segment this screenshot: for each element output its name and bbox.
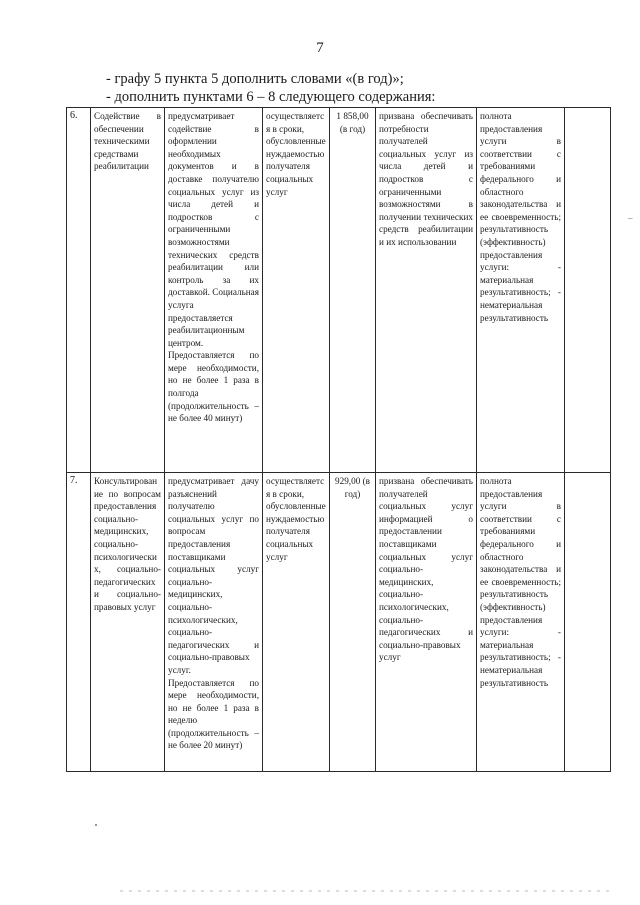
services-table [66,107,611,772]
page-number: 7 [316,40,324,56]
service-price: 929,00 (в год) [330,473,376,772]
service-extra [565,108,611,473]
scan-speck [95,824,97,826]
service-description: предусматривает дачу разъяснений получателю социальных услуг по вопросам предоставления поставщиками социальных услуг социально-медицинских, социально-психологических, социально-педагогических и социально-правовых услуг. Предоставляется по мере необходимости, но не более 1 раза в неделю (продолжительность – не более 20 минут) [165,473,263,772]
service-description: предусматривает содействие в оформлении необходимых документов и в доставке получателю социальных услуг из числа детей и подростков с ограниченными возможностями технических средств реабилитации или контроль за их доставкой. Социальная услуга предоставляется реабилитационным центром. Предоставляется по мере необходимости, но не более 1 раза в полгода (продолжительность – не более 40 минут) [165,108,263,473]
service-indicators: полнота предоставления услуги в соответствии с требованиями федерального и областного законодательства и ее своевременность; результативность (эффективность) предоставления услуги: - материальная результативность; - нематериальная результативность [477,473,565,772]
service-name: Консультирование по вопросам предоставления социально-медицинских, социально-психологических, социально-педагогических и социально-правовых услуг [91,473,165,772]
service-purpose: призвана обеспечивать потребности получателей социальных услуг из числа детей и подростков с ограниченными возможностями в получении технических средств реабилитации и их использовании [376,108,477,473]
service-term: осуществляется в сроки, обусловленные нуждаемостью получателя социальных услуг [263,473,330,772]
instruction-line: - графу 5 пункта 5 дополнить словами «(в год)»; [106,71,404,87]
service-name: Содействие в обеспечении техническими средствами реабилитации [91,108,165,473]
margin-dash: – [628,213,633,223]
instruction-line: - дополнить пунктами 6 – 8 следующего содержания: [106,89,436,105]
service-purpose: призвана обеспечивать получателей социальных услуг информацией о предоставлении поставщиками социальных услуг социально-медицинских, социально-психологических, социально-педагогических и социально-правовых услуг [376,473,477,772]
scan-noise [120,890,610,892]
table-row [67,108,611,473]
service-indicators: полнота предоставления услуги в соответствии с требованиями федерального и областного законодательства и ее своевременность; результативность (эффективность) предоставления услуги: - материальная результативность; - нематериальная результативность [477,108,565,473]
service-price: 1 858,00 (в год) [330,108,376,473]
table-row [67,473,611,772]
row-number: 7. [67,473,91,772]
service-extra [565,473,611,772]
row-number: 6. [67,108,91,473]
service-term: осуществляется в сроки, обусловленные нуждаемостью получателя социальных услуг [263,108,330,473]
